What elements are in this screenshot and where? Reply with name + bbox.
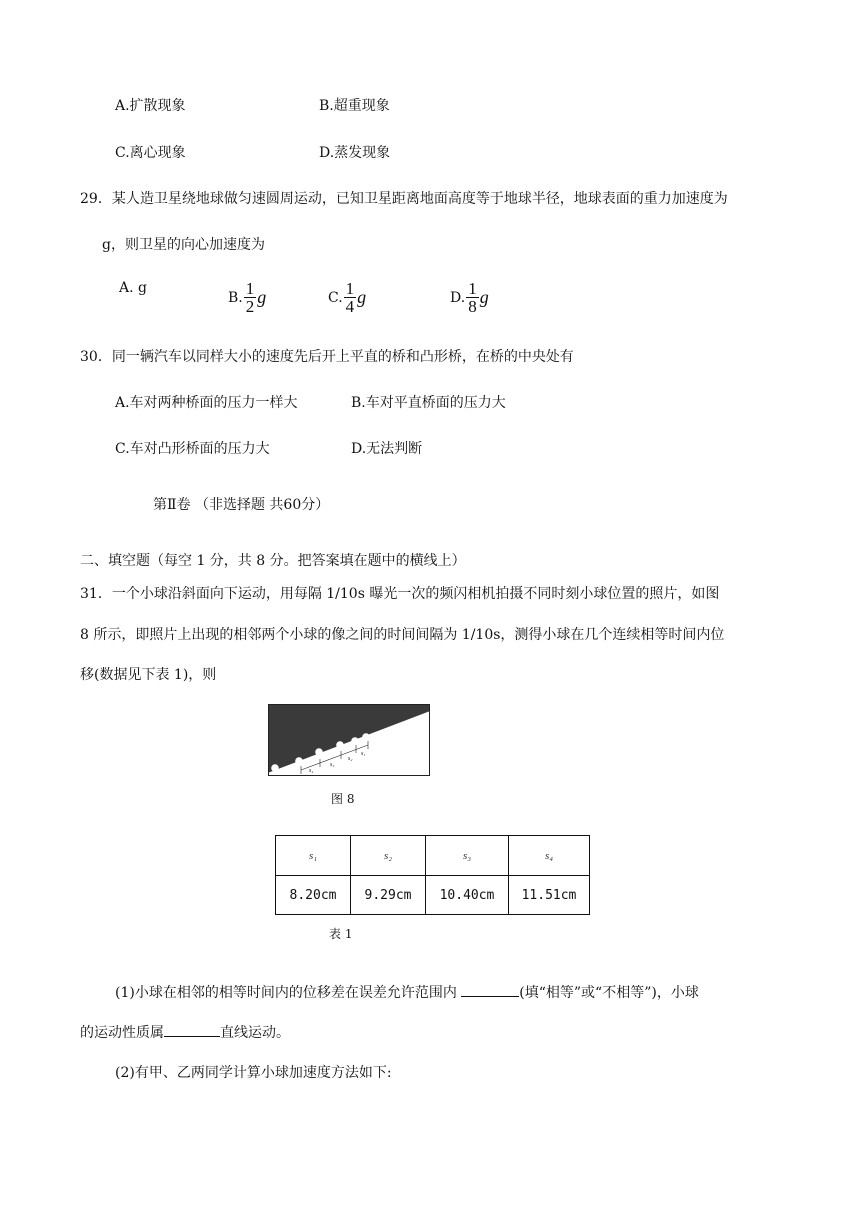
ball [295,757,303,765]
table-1-caption: 表 1 [329,927,353,941]
ball [351,737,359,745]
ball [362,733,370,741]
q28-option-d: D.蒸发现象 [319,145,391,161]
q29-option-a-label: A. g [119,280,147,296]
figure-8-caption: 图 8 [331,792,355,806]
q29-option-b-label: B. [228,289,243,306]
figure-8-incline-photo [268,704,430,776]
gravity-symbol: g [357,287,367,307]
q29-option-b [228,280,266,315]
ball [271,764,279,772]
q29-stem-line2: g，则卫星的向心加速度为 [102,237,265,253]
q29-option-d-label: D. [450,289,466,306]
q30-option-c: C.车对凸形桥面的压力大 [115,441,270,457]
sub1-text-before-blank: (1)小球在相邻的相等时间内的位移差在误差允许范围内 [115,985,462,1001]
q28-option-a: A.扩散现象 [115,98,186,114]
ball [315,748,323,756]
sub1-line2-text-before-blank: 的运动性质属 [80,1025,164,1041]
fraction-one-half [244,280,257,315]
ball [336,741,344,749]
q30-option-b: B.车对平直桥面的压力大 [351,395,506,411]
answer-blank-2[interactable] [164,1024,220,1037]
header-s4: s₄ [509,836,590,876]
fraction-denominator: 8 [468,297,477,316]
label-s4: s₄ [309,768,314,774]
header-s3: s₃ [426,836,509,876]
table-header-row [276,836,590,876]
q30-stem: 30．同一辆汽车以同样大小的速度先后开上平直的桥和凸形桥，在桥的中央处有 [80,349,574,365]
fraction-one-eighth [466,280,479,315]
header-s2: s₂ [351,836,426,876]
q31-sub2: (2)有甲、乙两同学计算小球加速度方法如下: [115,1065,392,1081]
q29-stem-line1: 29．某人造卫星绕地球做匀速圆周运动，已知卫星距离地面高度等于地球半径，地球表面的重力加速度为 [80,191,728,207]
ball [412,720,420,728]
label-s3: s₃ [330,762,335,768]
label-s2: s₂ [348,756,353,762]
fraction-numerator: 1 [245,279,255,298]
part2-title: 第Ⅱ卷 （非选择题 共60分） [153,497,330,513]
section2-heading: 二、填空题（每空 1 分，共 8 分。把答案填在题中的横线上） [80,553,466,569]
value-s2: 9.29cm [351,876,426,915]
fraction-numerator: 1 [468,279,477,298]
fraction-denominator: 2 [245,297,255,316]
label-s1: s₁ [361,751,366,757]
q29-option-c [328,280,366,315]
table-row [276,876,590,915]
ball [404,722,412,730]
q31-stem-line3: 移(数据见下表 1)，则 [80,667,217,683]
q31-stem-line1: 31．一个小球沿斜面向下运动，用每隔 1/10s 曝光一次的频闪相机拍摄不同时刻小球位置的照片，如图 [80,586,720,602]
value-s4: 11.51cm [509,876,590,915]
value-s3: 10.40cm [426,876,509,915]
answer-blank-1[interactable] [461,984,519,997]
sub1-line2-text-after-blank: 直线运动。 [220,1025,290,1041]
q31-sub1-line1 [115,982,699,1002]
q29-option-a [119,280,147,296]
sub1-text-after-blank: (填“相等”或“不相等”)，小球 [519,985,699,1001]
q30-option-a: A.车对两种桥面的压力一样大 [115,395,298,411]
q31-sub1-line2 [80,1022,290,1042]
displacement-table [275,835,590,915]
q28-option-b: B.超重现象 [319,98,390,114]
fraction-denominator: 4 [345,297,355,316]
q31-stem-line2: 8 所示，即照片上出现的相邻两个小球的像之间的时间间隔为 1/10s，测得小球在几个连续相等时间内位 [80,627,725,643]
gravity-symbol: g [479,287,489,307]
q30-option-d: D.无法判断 [351,441,423,457]
header-s1: s₁ [276,836,351,876]
ball [419,717,427,725]
value-s1: 8.20cm [276,876,351,915]
fraction-one-quarter [344,280,357,315]
q28-option-c: C.离心现象 [115,145,186,161]
fraction-numerator: 1 [345,279,355,298]
gravity-symbol: g [257,287,267,307]
q29-option-d [450,280,489,315]
q29-option-c-label: C. [328,289,343,306]
